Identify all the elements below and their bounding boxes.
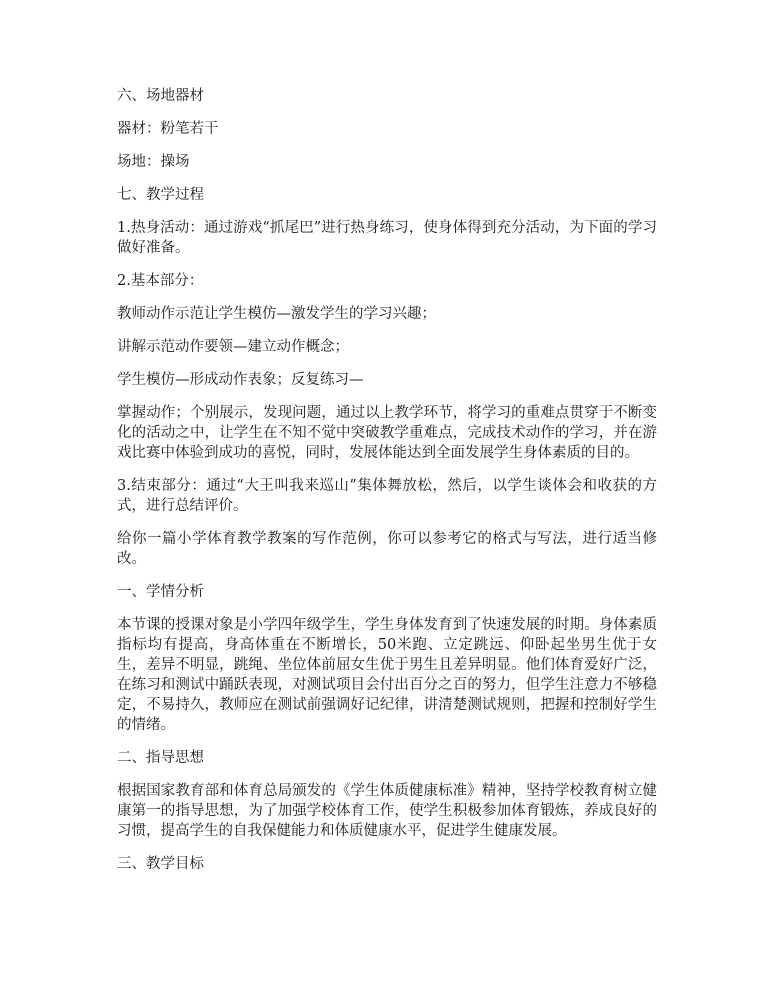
section-heading-venue-equipment: 六、场地器材 xyxy=(117,88,204,104)
document-page xyxy=(117,86,657,887)
demo-line: 教师动作示范让学生模仿—激发学生的学习兴趣； xyxy=(117,306,436,322)
section-heading-guiding-ideology: 二、指导思想 xyxy=(117,750,204,766)
explain-line: 讲解示范动作要领—建立动作概念； xyxy=(117,339,349,355)
warmup-paragraph: 1.热身活动：通过游戏“抓尾巴”进行热身练习，使身体得到充分活动，为下面的学习做好准备。 xyxy=(117,220,657,256)
student-analysis-paragraph: 本节课的授课对象是小学四年级学生，学生身体发育到了快速发展的时期。身体素质指标均有提高，身高体重在不断增长，50米跑、立定跳远、仰卧起坐男生优于女生，差异不明显，跳绳、坐位体前屈女生优于男生且差异明显。他们体育爱好广泛，在练习和测试中踊跃表现，对测试项目会付出百分之百的努力，但学生注意力不够稳定，不易持久，教师应在测试前强调好记纪律，讲清楚测试规则，把握和控制好学生的情绪。 xyxy=(117,617,657,733)
section-heading-teaching-process: 七、教学过程 xyxy=(117,187,204,203)
equipment-line: 器材：粉笔若干 xyxy=(117,121,219,137)
venue-line: 场地：操场 xyxy=(117,154,190,170)
guiding-ideology-paragraph: 根据国家教育部和体育总局颁发的《学生体质健康标准》精神，坚持学校教育树立健康第一的指导思想，为了加强学校体育工作，使学生积极参加体育锻炼，养成良好的习惯，提高学生的自我保健能力和体质健康水平，促进学生健康发展。 xyxy=(117,783,657,839)
intro-paragraph: 给你一篇小学体育教学教案的写作范例，你可以参考它的格式与写法，进行适当修改。 xyxy=(117,531,657,567)
ending-paragraph: 3.结束部分：通过“大王叫我来巡山”集体舞放松，然后，以学生谈体会和收获的方式，进行总结评价。 xyxy=(117,478,657,514)
imitate-line: 学生模仿—形成动作表象；反复练习— xyxy=(117,372,364,388)
section-heading-student-analysis: 一、学情分析 xyxy=(117,584,204,600)
section-heading-teaching-goals: 三、教学目标 xyxy=(117,856,204,872)
basic-part-label: 2.基本部分： xyxy=(117,273,204,289)
master-paragraph: 掌握动作；个别展示，发现问题，通过以上教学环节，将学习的重难点贯穿于不断变化的活动之中，让学生在不知不觉中突破教学重难点，完成技术动作的学习，并在游戏比赛中体验到成功的喜悦，同时，发展体能达到全面发展学生身体素质的目的。 xyxy=(117,405,657,461)
